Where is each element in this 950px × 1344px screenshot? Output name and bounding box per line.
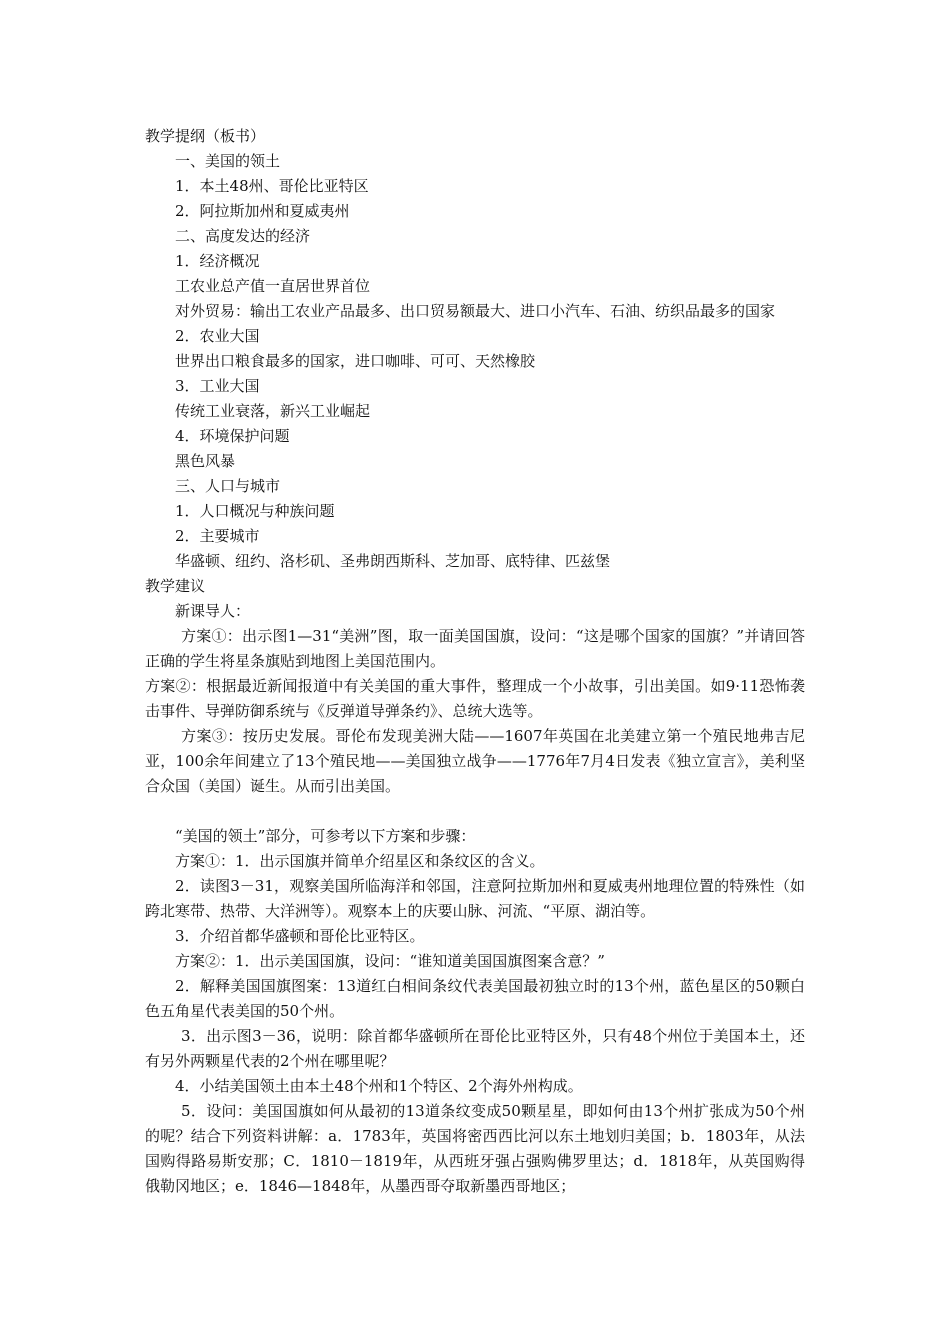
paragraph: 2．读图3－31，观察美国所临海洋和邻国，注意阿拉斯加州和夏威夷州地理位置的特殊性（如跨北寒带、热带、大洋洲等）。观察本上的庆要山脉、河流、“平原、湖泊等。	[145, 877, 805, 920]
outline-text: 华盛顿、纽约、洛杉矶、圣弗朗西斯科、芝加哥、底特律、匹兹堡	[175, 552, 611, 570]
paragraph: “美国的领土”部分，可参考以下方案和步骤：	[175, 827, 476, 845]
outline-item: 3．工业大国	[175, 377, 260, 395]
heading-outline: 教学提纲（板书）	[145, 127, 266, 145]
paragraph: 方案①：1．出示国旗并简单介绍星区和条纹区的含义。	[175, 852, 545, 870]
outline-text: 黑色风暴	[175, 452, 236, 470]
outline-text: 传统工业衰落，新兴工业崛起	[175, 402, 371, 420]
section-heading: 一、美国的领土	[175, 152, 281, 170]
paragraph: 方案③：按历史发展。哥伦布发现美洲大陆——1607年英国在北美建立第一个殖民地弗吉尼亚，100余年间建立了13个殖民地——美国独立战争——1776年7月4日发表《独立宣言》，美利坚合众国（美国）诞生。从而引出美国。	[145, 727, 805, 795]
section-heading: 二、高度发达的经济	[175, 227, 311, 245]
outline-item: 2．农业大国	[175, 327, 260, 345]
paragraph: 4．小结美国领土由本土48个州和1个特区、2个海外州构成。	[175, 1077, 583, 1095]
paragraph: 3．出示图3－36，说明：除首都华盛顿所在哥伦比亚特区外，只有48个州位于美国本土，还有另外两颗星代表的2个州在哪里呢？	[145, 1027, 805, 1070]
paragraph: 2．解释美国国旗图案：13道红白相间条纹代表美国最初独立时的13个州，蓝色星区的50颗白色五角星代表美国的50个州。	[145, 977, 805, 1020]
outline-item: 4．环境保护问题	[175, 427, 290, 445]
paragraph: 3．介绍首都华盛顿和哥伦比亚特区。	[175, 927, 425, 945]
outline-item: 1．本土48州、哥伦比亚特区	[175, 177, 369, 195]
document-body	[145, 124, 805, 1199]
outline-item: 1．人口概况与种族问题	[175, 502, 335, 520]
blank-line	[145, 799, 805, 824]
paragraph: 5．设问：美国国旗如何从最初的13道条纹变成50颗星星，即如何由13个州扩张成为50个州的呢？结合下列资料讲解：a．1783年，英国将密西西比河以东土地划归美国；b．1803年，从法国购得路易斯安那；C．1810－1819年，从西班牙强占强购佛罗里达；d．1818年，从英国购得俄勒冈地区；e．1846—1848年，从墨西哥夺取新墨西哥地区；	[145, 1102, 805, 1195]
paragraph: 方案②：1．出示美国国旗，设问：“谁知道美国国旗图案含意？”	[175, 952, 605, 970]
section-heading: 三、人口与城市	[175, 477, 281, 495]
paragraph: 方案①：出示图1—31“美洲”图，取一面美国国旗，设问：“这是哪个国家的国旗？”并请回答正确的学生将星条旗贴到地图上美国范围内。	[145, 627, 805, 670]
outline-text: 世界出口粮食最多的国家，进口咖啡、可可、天然橡胶	[175, 352, 536, 370]
outline-text: 对外贸易：输出工农业产品最多、出口贸易额最大、进口小汽车、石油、纺织品最多的国家	[175, 302, 776, 320]
outline-text: 工农业总产值一直居世界首位	[175, 277, 371, 295]
subheading: 新课导人：	[175, 602, 251, 620]
outline-item: 2．阿拉斯加州和夏威夷州	[175, 202, 350, 220]
outline-item: 2．主要城市	[175, 527, 260, 545]
outline-item: 1．经济概况	[175, 252, 260, 270]
heading-suggestions: 教学建议	[145, 577, 206, 595]
paragraph: 方案②：根据最近新闻报道中有关美国的重大事件，整理成一个小故事，引出美国。如9·11恐怖袭击事件、导弹防御系统与《反弹道导弹条约》、总统大选等。	[145, 677, 805, 720]
